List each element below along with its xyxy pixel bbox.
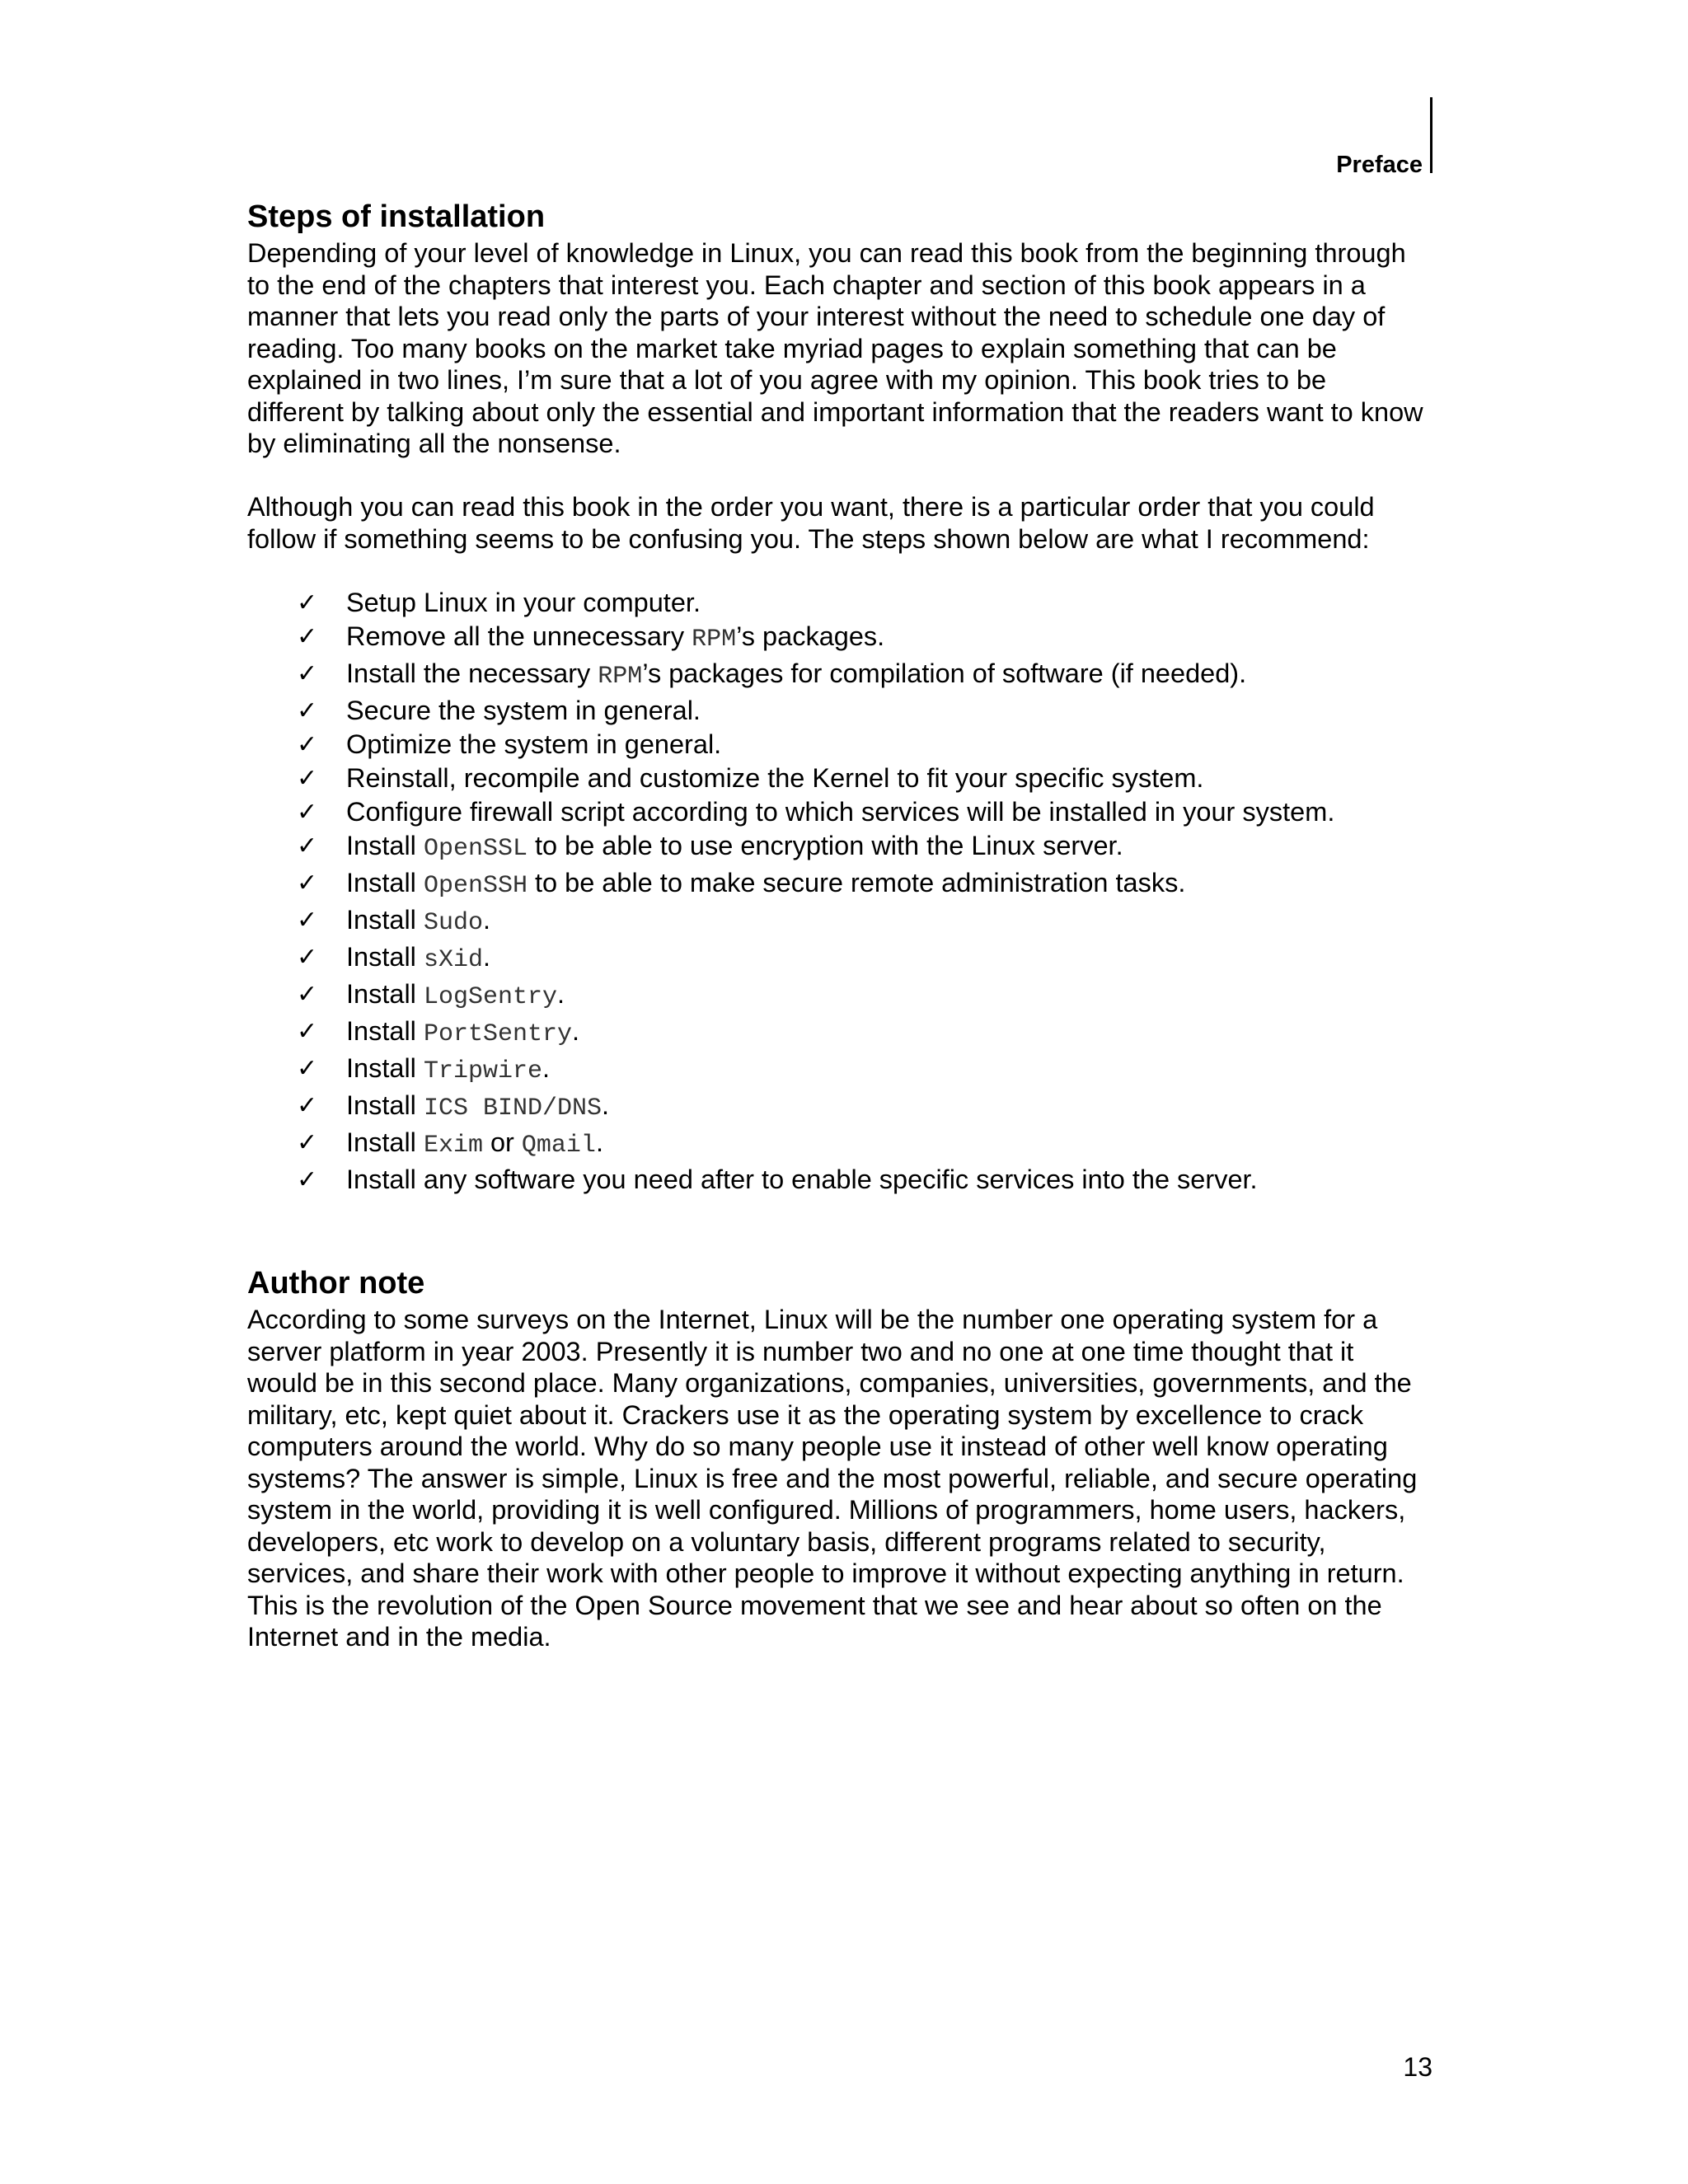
checkmark-icon: ✓: [297, 1017, 318, 1046]
step-code-term: OpenSSL: [423, 835, 528, 863]
checkmark-icon: ✓: [297, 659, 318, 688]
step-text: Install: [346, 942, 424, 972]
step-item: [297, 1163, 1426, 1197]
step-text: Configure firewall script according to which services will be installed in your system.: [346, 797, 1335, 827]
step-item: [297, 866, 1426, 903]
checkmark-icon: ✓: [297, 730, 318, 759]
step-code-term: Tripwire: [423, 1057, 542, 1085]
step-text: .: [482, 942, 490, 972]
step-text: Install: [346, 1090, 424, 1120]
running-head: Preface: [1336, 152, 1423, 178]
step-text: .: [601, 1090, 610, 1120]
step-text: .: [595, 1127, 603, 1157]
step-code-term: OpenSSH: [423, 872, 528, 900]
step-code-term: RPM: [692, 626, 737, 654]
step-text: Install the necessary: [346, 658, 598, 688]
step-item: [297, 1015, 1426, 1052]
step-text: Install: [346, 905, 424, 935]
step-text: Install: [346, 1053, 424, 1083]
step-item: [297, 795, 1426, 829]
installation-steps-list: [247, 586, 1426, 1197]
step-item: [297, 977, 1426, 1015]
step-item: [297, 657, 1426, 694]
step-item: [297, 694, 1426, 728]
step-text: .: [571, 1016, 579, 1046]
step-text: Install: [346, 979, 424, 1009]
step-item: [297, 903, 1426, 940]
step-code-term: sXid: [423, 946, 483, 974]
step-text: Setup Linux in your computer.: [346, 588, 701, 617]
step-text: to be able to make secure remote administration tasks.: [527, 868, 1186, 898]
checkmark-icon: ✓: [297, 1128, 318, 1157]
checkmark-icon: ✓: [297, 906, 318, 935]
checkmark-icon: ✓: [297, 798, 318, 827]
steps-intro-paragraph: Depending of your level of knowledge in Linux, you can read this book from the beginning through to the end of the chapters that interest you. Each chapter and section of this book appears in a manner that lets you read only the parts of your interest without the need to schedule one day of reading. Too many books on the market take myriad pages to explain something that can be explained in two lines, I’m sure that a lot of you agree with my opinion. This book tries to be different by talking about only the essential and important information that the readers want to know by eliminating all the nonsense.: [247, 238, 1423, 458]
step-code-term: Sudo: [423, 909, 483, 937]
header-rule: [1430, 97, 1432, 173]
page-content: [247, 196, 1426, 1653]
step-text: Install: [346, 1127, 424, 1157]
step-text: .: [556, 979, 565, 1009]
step-item: [297, 1089, 1426, 1126]
step-text: Remove all the unnecessary: [346, 621, 692, 651]
step-text: Secure the system in general.: [346, 696, 701, 725]
author-note-paragraph: According to some surveys on the Internet, Linux will be the number one operating system for a server platform in year 2003. Presently it is number two and no one at one time thought that it would be in this second place. Many organizations, companies, universities, governments, and the military, etc, kept quiet about it. Crackers use it as the operating system by excellence to crack computers around the world. Why do so many people use it instead of other well know operating systems? The answer is simple, Linux is free and the most powerful, reliable, and secure operating system in the world, providing it is well configured. Millions of programmers, home users, hackers, developers, etc work to develop on a voluntary basis, different programs related to security, services, and share their work with other people to improve it without expecting anything in return. This is the revolution of the Open Source movement that we see and hear about so often on the Internet and in the media.: [247, 1305, 1418, 1652]
step-item: [297, 1126, 1426, 1163]
checkmark-icon: ✓: [297, 764, 318, 793]
step-text: Install: [346, 831, 424, 860]
checkmark-icon: ✓: [297, 1165, 318, 1194]
step-item: [297, 829, 1426, 866]
checkmark-icon: ✓: [297, 1091, 318, 1120]
step-text: Install: [346, 868, 424, 898]
step-item: [297, 762, 1426, 795]
step-code-term: PortSentry: [423, 1020, 572, 1048]
step-text: .: [482, 905, 490, 935]
step-text: ’s packages.: [736, 621, 885, 651]
step-text: to be able to use encryption with the Linux server.: [527, 831, 1123, 860]
step-text: Optimize the system in general.: [346, 729, 722, 759]
step-code-term: Exim: [423, 1132, 483, 1160]
checkmark-icon: ✓: [297, 869, 318, 898]
checkmark-icon: ✓: [297, 943, 318, 972]
step-item: [297, 1052, 1426, 1089]
section-heading-steps: Steps of installation: [247, 199, 546, 234]
step-item: [297, 620, 1426, 657]
checkmark-icon: ✓: [297, 696, 318, 725]
step-code-term: ICS BIND/DNS: [423, 1094, 602, 1122]
step-item: [297, 940, 1426, 977]
steps-order-paragraph: Although you can read this book in the order you want, there is a particular order that you could follow if something seems to be confusing you. The steps shown below are what I recommend:: [247, 492, 1375, 554]
section-heading-author-note: Author note: [247, 1266, 425, 1301]
page-number: 13: [1403, 2052, 1432, 2082]
step-text: Install any software you need after to enable specific services into the server.: [346, 1165, 1258, 1194]
checkmark-icon: ✓: [297, 588, 318, 617]
checkmark-icon: ✓: [297, 622, 318, 651]
step-code-term: LogSentry: [423, 983, 557, 1011]
step-text: .: [542, 1053, 550, 1083]
step-item: [297, 728, 1426, 762]
step-item: [297, 586, 1426, 620]
checkmark-icon: ✓: [297, 1054, 318, 1083]
step-text: or: [482, 1127, 522, 1157]
step-text: ’s packages for compilation of software (if needed).: [642, 658, 1247, 688]
checkmark-icon: ✓: [297, 832, 318, 860]
step-text: Reinstall, recompile and customize the Kernel to fit your specific system.: [346, 763, 1204, 793]
step-code-term: RPM: [598, 663, 643, 691]
step-code-term: Qmail: [521, 1132, 596, 1160]
step-text: Install: [346, 1016, 424, 1046]
checkmark-icon: ✓: [297, 980, 318, 1009]
